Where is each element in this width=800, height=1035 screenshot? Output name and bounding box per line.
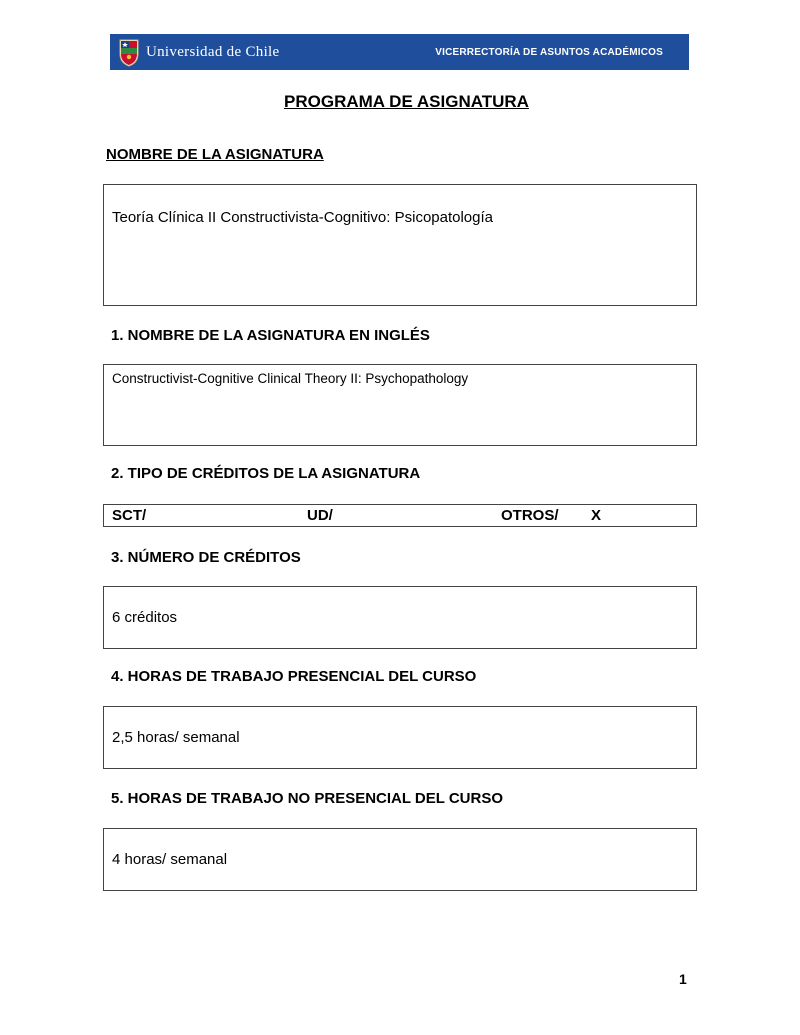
- vicerrectoria-name: VICERRECTORÍA DE ASUNTOS ACADÉMICOS: [435, 46, 663, 58]
- credits-box: [103, 586, 697, 649]
- credit-type-ud: UD/: [307, 507, 333, 524]
- in-person-hours-value: 2,5 horas/ semanal: [112, 729, 240, 746]
- credit-type-mark: X: [591, 507, 602, 524]
- university-branding: [118, 37, 279, 67]
- in-person-hours-heading: 4. HORAS DE TRABAJO PRESENCIAL DEL CURSO: [111, 668, 477, 685]
- university-name: Universidad de Chile: [146, 43, 280, 60]
- header-banner: [110, 34, 689, 70]
- remote-hours-value: 4 horas/ semanal: [112, 851, 228, 868]
- course-name-label: NOMBRE DE LA ASIGNATURA: [106, 146, 324, 163]
- remote-hours-box: [103, 828, 697, 891]
- in-person-hours-box: [103, 706, 697, 769]
- page-number: 1: [679, 971, 687, 987]
- document-title: PROGRAMA DE ASIGNATURA: [284, 92, 529, 111]
- credits-heading: 3. NÚMERO DE CRÉDITOS: [111, 549, 301, 566]
- university-crest-icon: [118, 37, 140, 67]
- credit-type-sct: SCT/: [112, 507, 147, 524]
- remote-hours-heading: 5. HORAS DE TRABAJO NO PRESENCIAL DEL CURSO: [111, 790, 503, 807]
- credit-type-heading: 2. TIPO DE CRÉDITOS DE LA ASIGNATURA: [111, 465, 421, 482]
- course-name-value: Teoría Clínica II Constructivista-Cognitivo: Psicopatología: [112, 209, 494, 226]
- english-name-value: Constructivist-Cognitive Clinical Theory II: Psychopathology: [112, 371, 469, 386]
- credit-type-otros: OTROS/: [501, 507, 559, 524]
- credits-value: 6 créditos: [112, 609, 178, 626]
- english-name-box: [103, 364, 697, 446]
- credit-type-row: [103, 504, 697, 527]
- course-name-box: [103, 184, 697, 306]
- english-name-heading: 1. NOMBRE DE LA ASIGNATURA EN INGLÉS: [111, 327, 430, 344]
